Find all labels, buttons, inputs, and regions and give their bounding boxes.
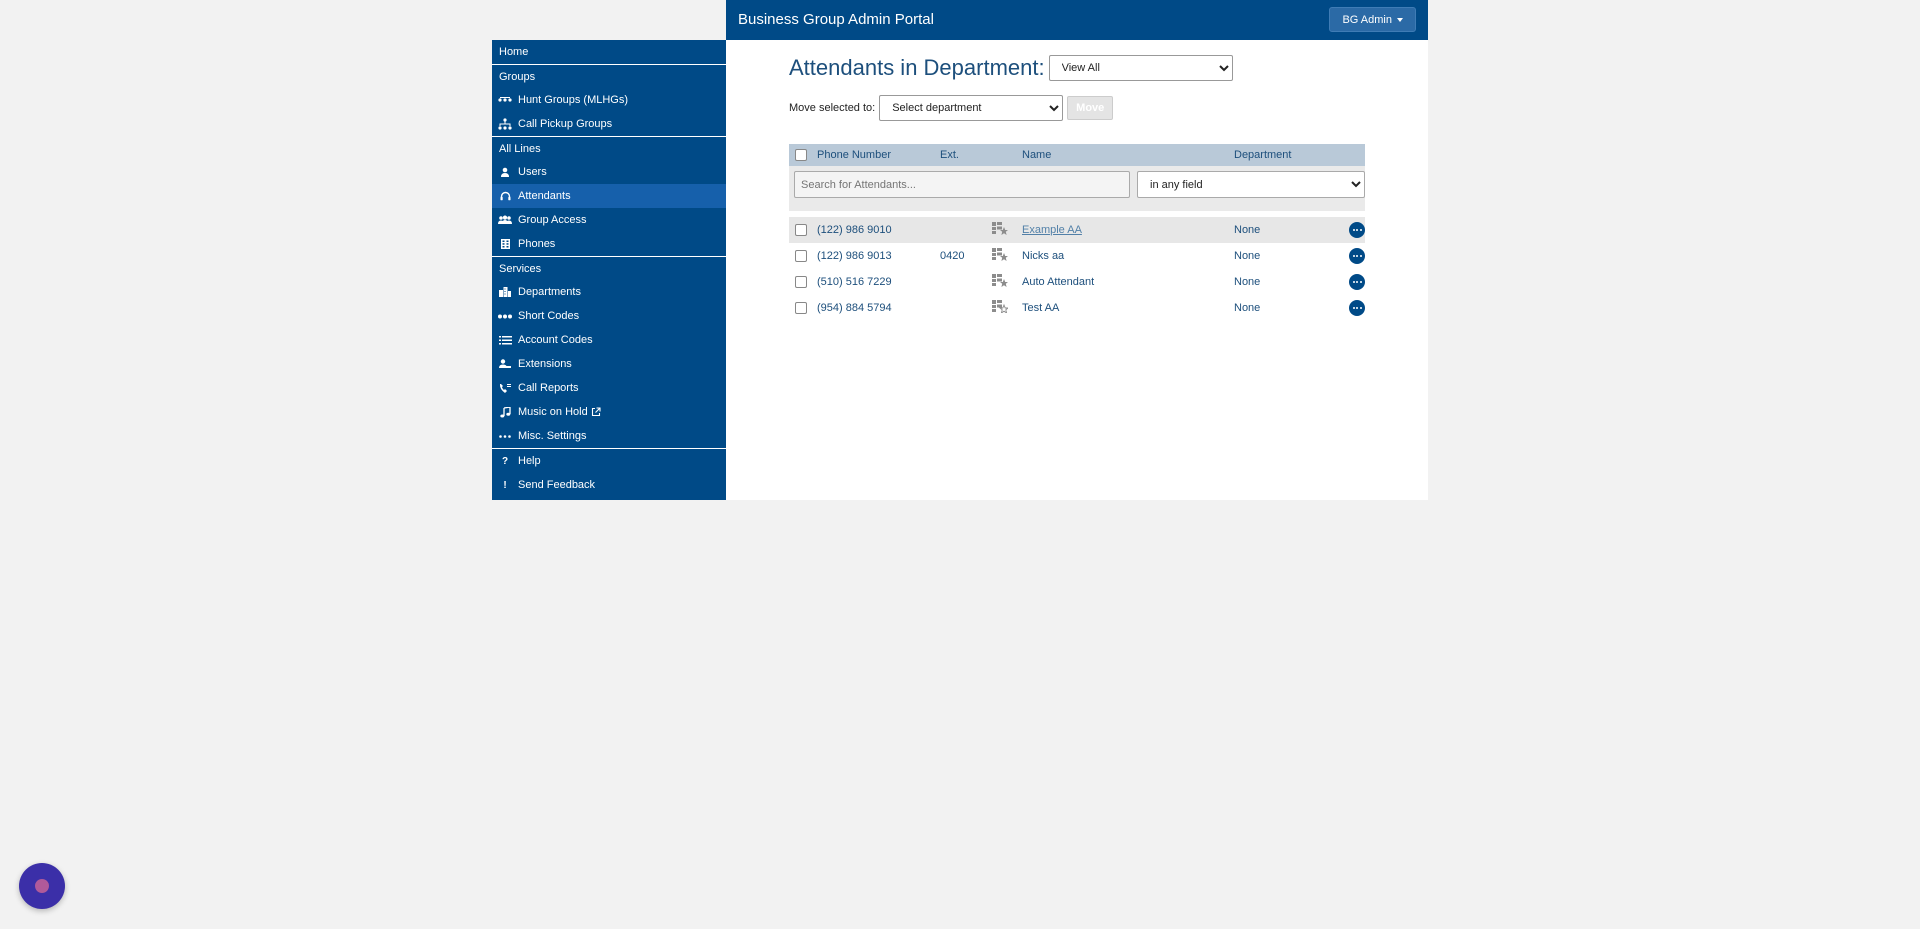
headset-icon <box>498 190 512 202</box>
sidebar-item-label: Call Pickup Groups <box>518 118 613 130</box>
ext-cell: 0420 <box>940 250 965 262</box>
auto-attendant-icon <box>992 248 1008 264</box>
exclamation-icon: ! <box>503 479 507 491</box>
sidebar-item-label: Phones <box>518 238 556 250</box>
sidebar-item-group-access[interactable] <box>492 208 726 232</box>
sidebar-section-label: All Lines <box>499 142 541 155</box>
sidebar-item-label: Group Access <box>518 214 587 226</box>
column-header-department[interactable]: Department <box>1234 149 1292 161</box>
row-checkbox[interactable] <box>795 302 807 314</box>
table-row <box>789 269 1365 295</box>
department-view-select[interactable] <box>1049 55 1233 81</box>
table-row <box>789 243 1365 269</box>
user-extension-icon <box>498 358 512 370</box>
sidebar-section-all-lines[interactable] <box>492 136 726 160</box>
row-actions-button[interactable] <box>1349 274 1365 290</box>
attendant-name-link[interactable]: Example AA <box>1022 224 1082 236</box>
top-header <box>726 0 1428 40</box>
chat-launcher-button[interactable] <box>19 863 65 909</box>
sidebar-item-departments[interactable] <box>492 280 726 304</box>
column-header-name[interactable]: Name <box>1022 149 1052 161</box>
auto-attendant-icon <box>992 274 1008 290</box>
attendant-name-cell[interactable]: Nicks aa <box>1022 250 1065 262</box>
sidebar-item-label: Extensions <box>518 358 572 370</box>
attendant-name-cell[interactable]: Test AA <box>1022 302 1060 314</box>
row-actions-button[interactable] <box>1349 248 1365 264</box>
external-link-icon <box>591 407 601 417</box>
page-heading <box>789 55 1233 81</box>
row-checkbox[interactable] <box>795 224 807 236</box>
sidebar-item-call-pickup-groups[interactable] <box>492 112 726 136</box>
sidebar-item-users[interactable] <box>492 160 726 184</box>
sidebar-item-label: Short Codes <box>518 310 580 322</box>
sidebar-item-music-on-hold[interactable] <box>492 400 726 424</box>
chat-icon <box>35 879 49 893</box>
table-body <box>789 217 1365 321</box>
row-actions-button[interactable] <box>1349 300 1365 316</box>
sidebar-item-label: Hunt Groups (MLHGs) <box>518 94 629 106</box>
move-button[interactable]: Move <box>1067 96 1113 120</box>
select-all-checkbox[interactable] <box>795 149 807 161</box>
sidebar-item-account-codes[interactable] <box>492 328 726 352</box>
caret-down-icon <box>1397 18 1403 22</box>
phone-log-icon <box>498 382 512 394</box>
main-content <box>726 40 1428 500</box>
dots-icon <box>498 310 512 322</box>
search-attendants-input[interactable] <box>794 171 1130 198</box>
phone-keypad-icon <box>498 238 512 250</box>
department-cell: None <box>1234 250 1261 262</box>
sidebar-item-label: Help <box>518 455 541 467</box>
hunt-group-icon <box>498 94 512 106</box>
sidebar-item-help[interactable] <box>492 449 726 473</box>
portal-title: Business Group Admin Portal <box>738 11 934 28</box>
sidebar-item-label: Attendants <box>518 190 571 202</box>
phone-number-cell: (122) 986 9013 <box>817 250 892 262</box>
user-icon <box>498 166 512 178</box>
sidebar-item-label: Misc. Settings <box>518 430 587 442</box>
sidebar-item-extensions[interactable] <box>492 352 726 376</box>
column-header-ext[interactable]: Ext. <box>940 149 959 161</box>
list-icon <box>498 334 512 346</box>
move-selected-row <box>789 95 1113 121</box>
column-header-phone[interactable]: Phone Number <box>817 149 891 161</box>
phone-number-cell: (122) 986 9010 <box>817 224 892 236</box>
pickup-group-icon <box>498 118 512 130</box>
phone-number-cell: (510) 516 7229 <box>817 276 892 288</box>
department-cell: None <box>1234 302 1261 314</box>
sidebar-item-phones[interactable] <box>492 232 726 256</box>
department-cell: None <box>1234 276 1261 288</box>
sidebar-section-label: Services <box>499 262 542 275</box>
filter-row <box>789 166 1365 211</box>
group-users-icon <box>498 214 512 226</box>
move-department-select[interactable] <box>879 95 1063 121</box>
sidebar-item-label: Home <box>499 46 529 58</box>
sidebar-item-send-feedback[interactable] <box>492 473 726 497</box>
sidebar-item-label: Users <box>518 166 547 178</box>
sidebar-item-label: Call Reports <box>518 382 579 394</box>
sidebar-item-call-reports[interactable] <box>492 376 726 400</box>
question-icon: ? <box>501 455 509 467</box>
sidebar-item-label: Send Feedback <box>518 479 596 491</box>
sidebar-nav <box>492 40 726 500</box>
auto-attendant-icon <box>992 222 1008 238</box>
row-actions-button[interactable] <box>1349 222 1365 238</box>
phone-number-cell: (954) 884 5794 <box>817 302 892 314</box>
table-row <box>789 217 1365 243</box>
sidebar-item-attendants[interactable] <box>492 184 726 208</box>
department-cell: None <box>1234 224 1261 236</box>
music-note-icon <box>498 406 512 418</box>
sidebar-item-label: Music on Hold <box>518 406 588 418</box>
table-header <box>789 144 1365 166</box>
sidebar-item-label: Account Codes <box>518 334 593 346</box>
sidebar-section-services[interactable] <box>492 256 726 280</box>
page-title: Attendants in Department: <box>789 55 1045 80</box>
user-menu-button[interactable] <box>1329 7 1416 32</box>
sidebar-section-label: Groups <box>499 70 536 83</box>
sidebar-item-misc-settings[interactable] <box>492 424 726 448</box>
row-checkbox[interactable] <box>795 250 807 262</box>
sidebar-item-short-codes[interactable] <box>492 304 726 328</box>
auto-attendant-icon <box>992 300 1008 316</box>
row-checkbox[interactable] <box>795 276 807 288</box>
user-menu-label: BG Admin <box>1342 13 1392 26</box>
table-row <box>789 295 1365 321</box>
building-icon <box>498 286 512 298</box>
search-field-select[interactable] <box>1137 171 1365 198</box>
sidebar-item-home[interactable] <box>492 40 726 64</box>
sidebar-item-hunt-groups[interactable] <box>492 88 726 112</box>
sidebar-item-label: Departments <box>518 286 581 298</box>
move-selected-label: Move selected to: <box>789 102 876 114</box>
attendant-name-cell[interactable]: Auto Attendant <box>1022 276 1095 288</box>
attendants-table <box>789 144 1365 321</box>
sidebar-section-groups[interactable] <box>492 64 726 88</box>
ellipsis-icon <box>498 430 512 442</box>
